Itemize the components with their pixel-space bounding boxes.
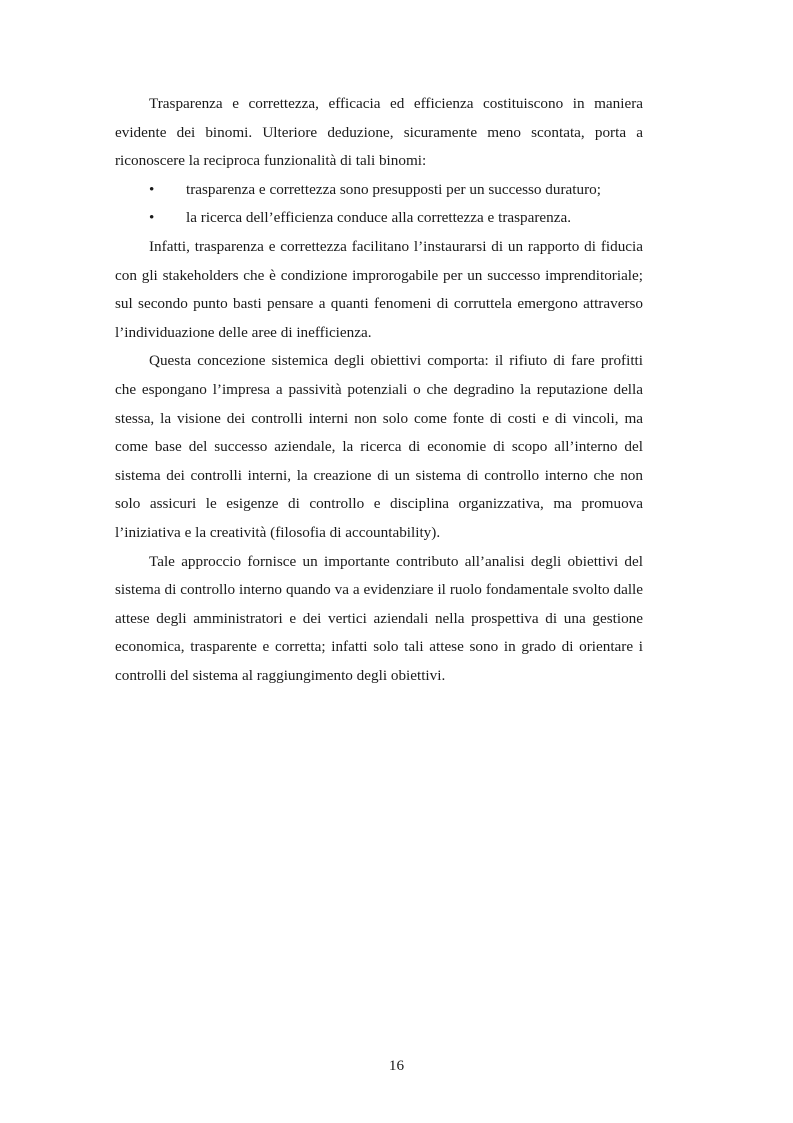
list-item	[115, 204, 643, 233]
paragraph-concezione-sistemica: Questa concezione sistemica degli obiettivi comporta: il rifiuto di fare profitti che espongano l’impresa a passività potenziali o che degradino la reputazione della stessa, la visione dei controlli interni non solo come fonte di costi e di vincoli, ma come base del successo aziendale, la ricerca di economie di scopo all’interno del sistema dei controlli interni, la creazione di un sistema di controllo interno che non solo assicuri le esigenze di controllo e disciplina organizzativa, ma promuova l’iniziativa e la creatività (filosofia di accountability).	[115, 352, 643, 541]
body-text	[115, 90, 643, 690]
bullet-list	[115, 176, 643, 233]
bullet-text: la ricerca dell’efficienza conduce alla correttezza e trasparenza.	[186, 209, 572, 227]
bullet-icon: •	[149, 180, 155, 198]
paragraph-approccio: Tale approccio fornisce un importante contributo all’analisi degli obiettivi del sistema di controllo interno quando va a evidenziare il ruolo fondamentale svolto dalle attese degli amministratori e dei vertici aziendali nella prospettiva di una gestione economica, trasparente e corretta; infatti solo tali attese sono in grado di orientare i controlli del sistema al raggiungimento degli obiettivi.	[115, 552, 643, 684]
bullet-text: trasparenza e correttezza sono presupposti per un successo duraturo;	[186, 180, 601, 198]
list-item	[115, 176, 643, 205]
paragraph-binomi: Trasparenza e correttezza, efficacia ed efficienza costituiscono in maniera evidente dei binomi. Ulteriore deduzione, sicuramente meno scontata, porta a riconoscere la reciproca funzionalità di tali binomi:	[115, 95, 643, 170]
paragraph-fiducia: Infatti, trasparenza e correttezza facilitano l’instaurarsi di un rapporto di fiducia con gli stakeholders che è condizione improrogabile per un successo imprenditoriale; sul secondo punto basti pensare a quanti fenomeni di corruttela emergono attraverso l’individuazione delle aree di inefficienza.	[115, 237, 643, 341]
page-number: 16	[388, 1057, 405, 1074]
bullet-icon: •	[149, 209, 155, 227]
